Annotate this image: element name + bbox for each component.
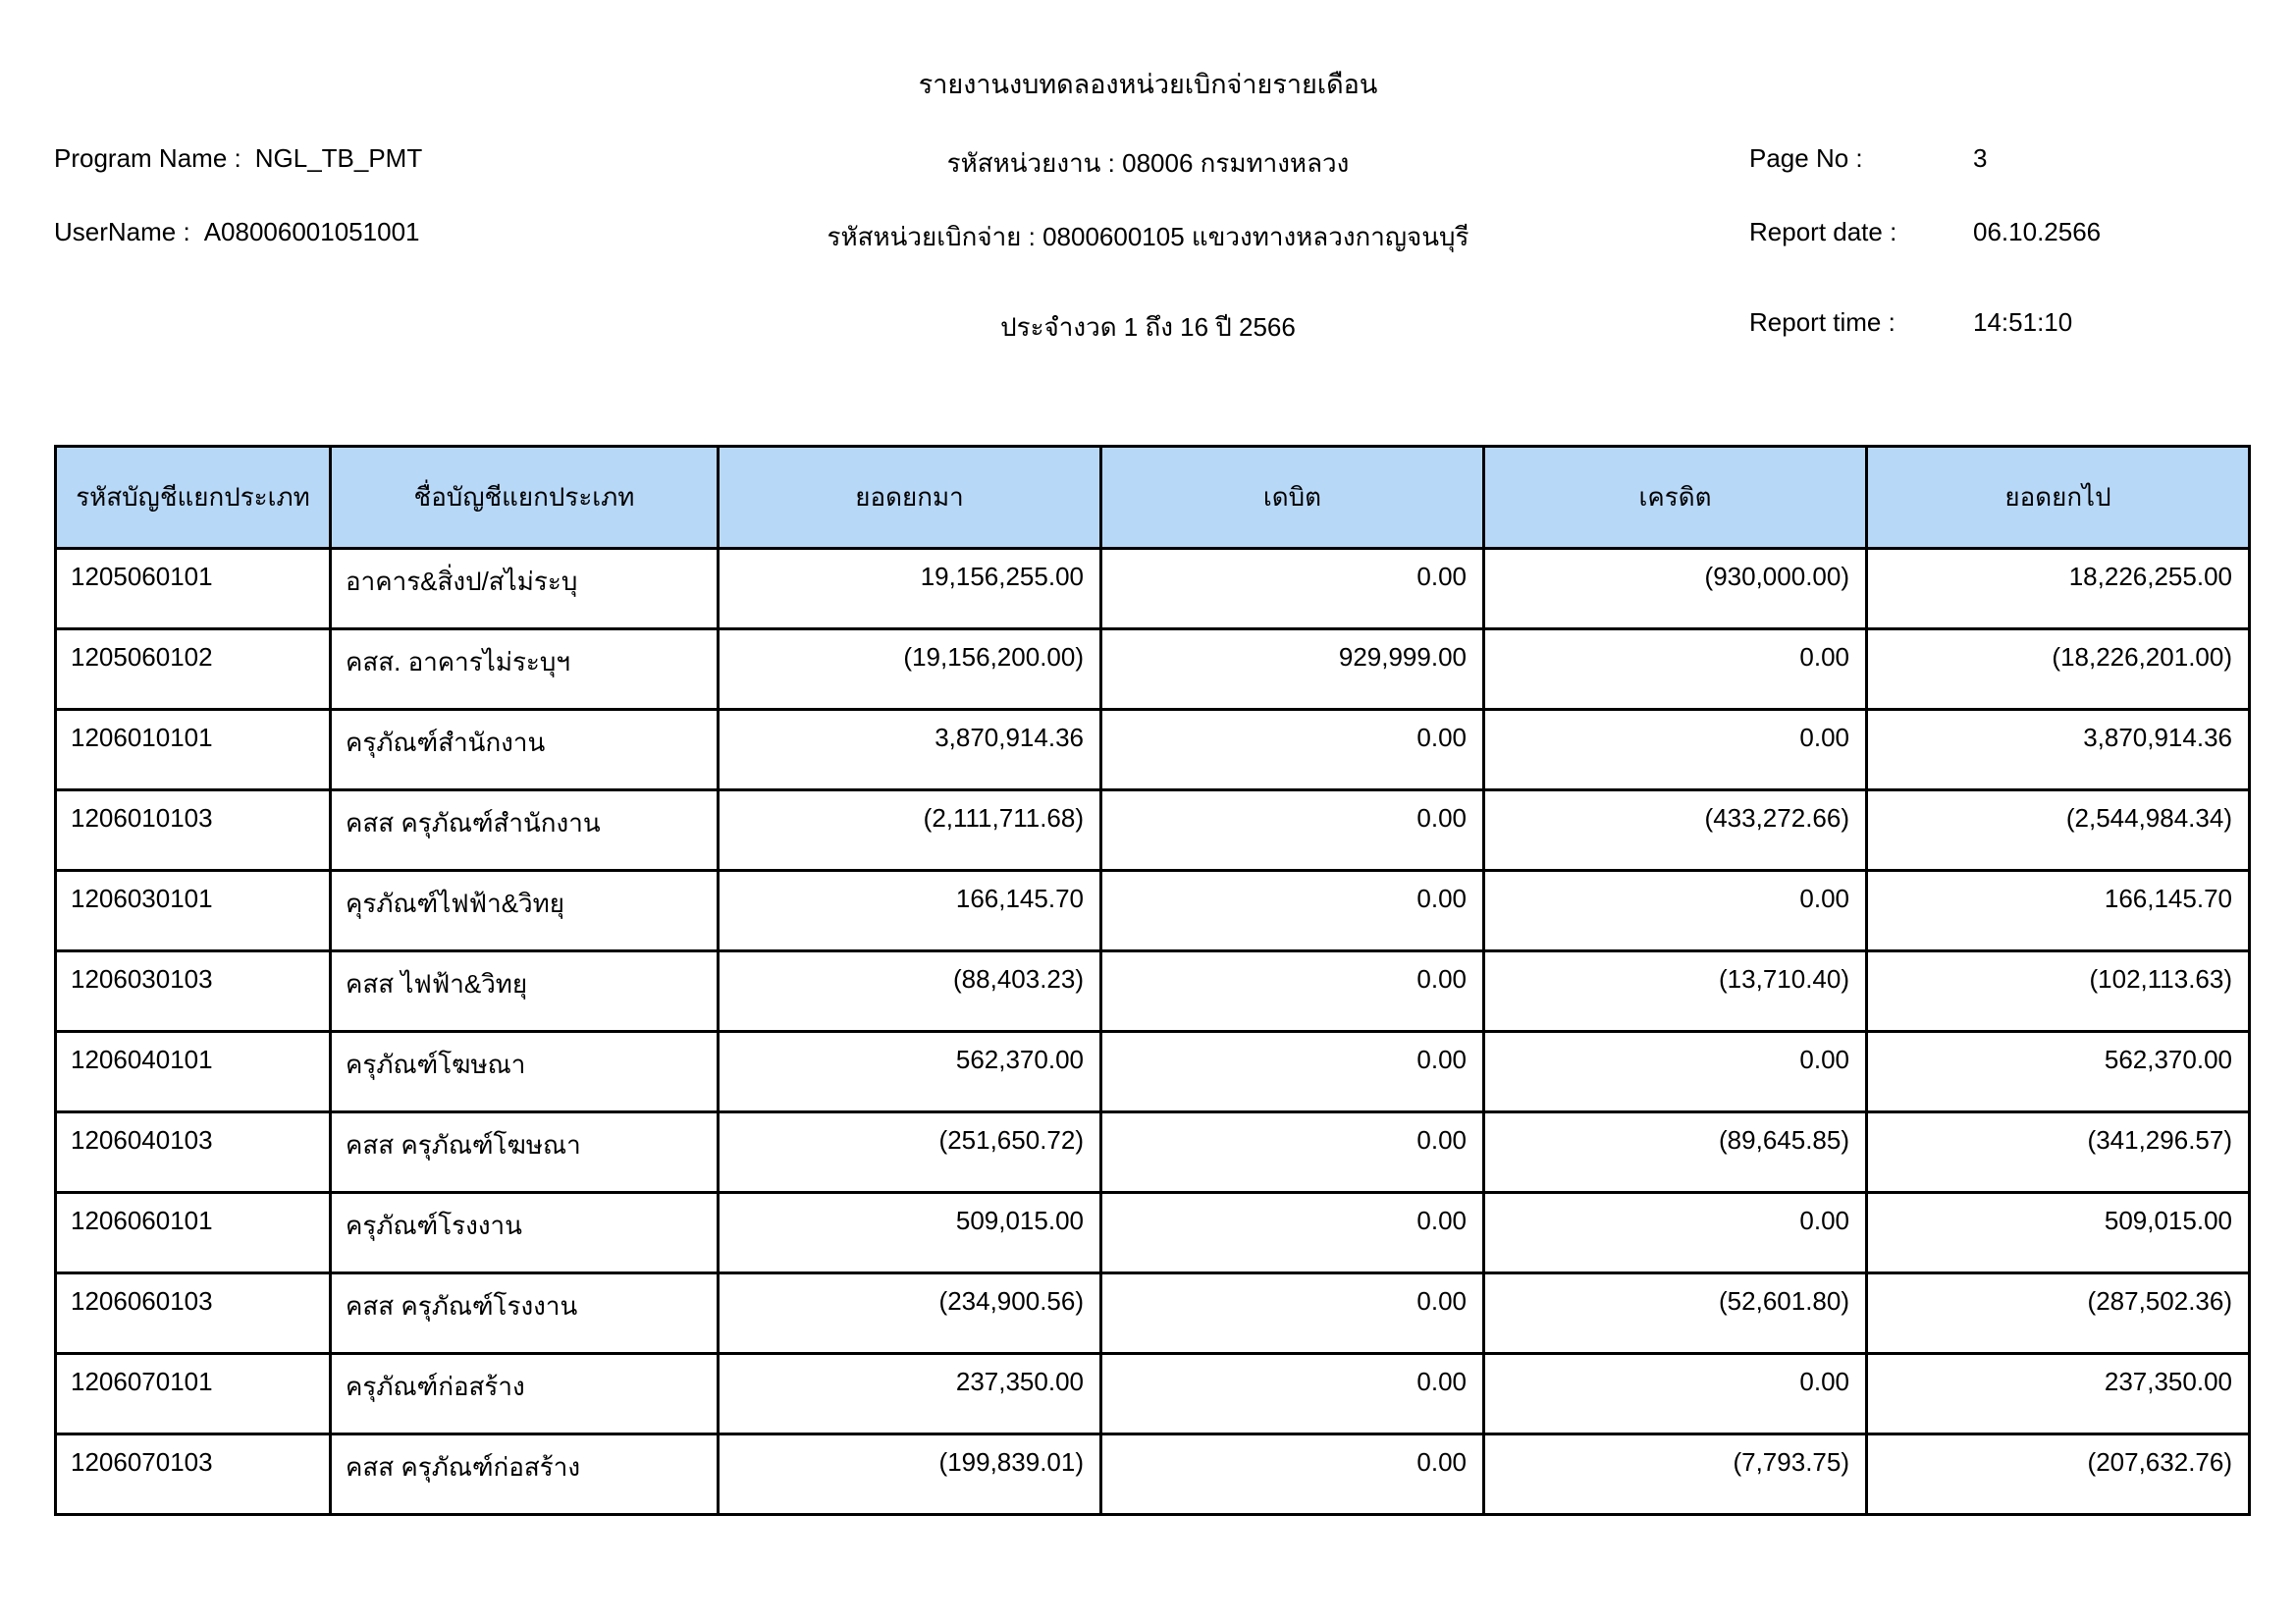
cell-credit: 0.00 [1484,871,1867,951]
cell-balance-brought-forward: 237,350.00 [719,1354,1101,1434]
cell-debit: 0.00 [1101,1032,1484,1112]
cell-balance-brought-forward: (199,839.01) [719,1434,1101,1515]
cell-balance-carried-forward: 509,015.00 [1867,1193,2250,1273]
cell-balance-carried-forward: (207,632.76) [1867,1434,2250,1515]
cell-credit: 0.00 [1484,1354,1867,1434]
trial-balance-table [54,445,2251,1516]
cell-balance-carried-forward: (18,226,201.00) [1867,629,2250,710]
page-no-label: Page No : [1749,143,1863,173]
cell-account-code: 1206070103 [56,1434,331,1515]
column-header-balance-brought-forward: ยอดยกมา [719,447,1101,549]
cell-balance-carried-forward: (287,502.36) [1867,1273,2250,1354]
cell-debit: 0.00 [1101,1112,1484,1193]
cell-credit: (433,272.66) [1484,790,1867,871]
disbursement-unit-line: รหัสหน่วยเบิกจ่าย : 0800600105 แขวงทางหลวงกาญจนบุรี [827,222,1469,251]
cell-credit: 0.00 [1484,629,1867,710]
program-name-label: Program Name : [54,143,241,173]
report-time-value: 14:51:10 [1973,307,2073,337]
page-no-line [1749,143,1987,174]
table-row [56,951,2250,1032]
cell-balance-brought-forward: 509,015.00 [719,1193,1101,1273]
cell-account-name: คสส ครุภัณฑ์โรงงาน [331,1273,719,1354]
cell-account-code: 1206060101 [56,1193,331,1273]
cell-account-name: คสส. อาคารไม่ระบุฯ [331,629,719,710]
column-header-account-code: รหัสบัญชีแยกประเภท [56,447,331,549]
cell-debit: 0.00 [1101,790,1484,871]
cell-credit: 0.00 [1484,710,1867,790]
cell-credit: 0.00 [1484,1032,1867,1112]
cell-balance-brought-forward: (234,900.56) [719,1273,1101,1354]
table-row [56,1112,2250,1193]
cell-debit: 0.00 [1101,1354,1484,1434]
cell-balance-carried-forward: 237,350.00 [1867,1354,2250,1434]
cell-account-name: คสส ไฟฟ้า&วิทยุ [331,951,719,1032]
cell-account-code: 1206030101 [56,871,331,951]
cell-account-name: คุรภัณฑ์ไฟฟ้า&วิทยุ [331,871,719,951]
cell-balance-carried-forward: (341,296.57) [1867,1112,2250,1193]
agency-line: รหัสหน่วยงาน : 08006 กรมทางหลวง [946,148,1350,178]
cell-balance-carried-forward: (2,544,984.34) [1867,790,2250,871]
cell-account-name: ครุภัณฑ์ก่อสร้าง [331,1354,719,1434]
cell-account-name: คสส ครุภัณฑ์โฆษณา [331,1112,719,1193]
cell-balance-brought-forward: (251,650.72) [719,1112,1101,1193]
cell-debit: 0.00 [1101,871,1484,951]
report-date-value: 06.10.2566 [1973,217,2102,246]
cell-account-code: 1206040101 [56,1032,331,1112]
table-row [56,549,2250,629]
table-row [56,1273,2250,1354]
cell-account-code: 1206060103 [56,1273,331,1354]
cell-balance-brought-forward: 19,156,255.00 [719,549,1101,629]
column-header-balance-carried-forward: ยอดยกไป [1867,447,2250,549]
cell-balance-brought-forward: (2,111,711.68) [719,790,1101,871]
cell-credit: (13,710.40) [1484,951,1867,1032]
report-date-label: Report date : [1749,217,1897,246]
column-header-account-name: ชื่อบัญชีแยกประเภท [331,447,719,549]
cell-debit: 0.00 [1101,549,1484,629]
cell-account-name: คสส ครุภัณฑ์ก่อสร้าง [331,1434,719,1515]
column-header-credit: เครดิต [1484,447,1867,549]
cell-credit: 0.00 [1484,1193,1867,1273]
table-row [56,790,2250,871]
cell-account-code: 1206010103 [56,790,331,871]
report-time-label: Report time : [1749,307,1896,337]
table-row [56,1354,2250,1434]
column-header-debit: เดบิต [1101,447,1484,549]
table-row [56,710,2250,790]
table-row [56,1434,2250,1515]
cell-account-name: ครุภัณฑ์สำนักงาน [331,710,719,790]
program-name-value: NGL_TB_PMT [254,143,423,173]
cell-debit: 0.00 [1101,1434,1484,1515]
table-body [56,549,2250,1515]
cell-credit: (7,793.75) [1484,1434,1867,1515]
cell-debit: 929,999.00 [1101,629,1484,710]
cell-balance-brought-forward: 166,145.70 [719,871,1101,951]
cell-balance-carried-forward: 166,145.70 [1867,871,2250,951]
cell-credit: (930,000.00) [1484,549,1867,629]
table-row [56,1193,2250,1273]
cell-credit: (89,645.85) [1484,1112,1867,1193]
cell-account-code: 1205060102 [56,629,331,710]
table-header-row [56,447,2250,549]
cell-balance-brought-forward: (88,403.23) [719,951,1101,1032]
cell-balance-brought-forward: (19,156,200.00) [719,629,1101,710]
cell-account-code: 1206070101 [56,1354,331,1434]
cell-account-code: 1206040103 [56,1112,331,1193]
period-line: ประจำงวด 1 ถึง 16 ปี 2566 [1000,312,1296,342]
username-label: UserName : [54,217,190,246]
cell-credit: (52,601.80) [1484,1273,1867,1354]
cell-account-name: อาคาร&สิ่งป/สไม่ระบุ [331,549,719,629]
report-date-line [1749,217,2101,247]
cell-balance-brought-forward: 3,870,914.36 [719,710,1101,790]
username-value: A08006001051001 [203,217,420,246]
report-time-line [1749,307,2072,338]
cell-account-name: ครุภัณฑ์โฆษณา [331,1032,719,1112]
cell-balance-brought-forward: 562,370.00 [719,1032,1101,1112]
table-row [56,871,2250,951]
cell-balance-carried-forward: 562,370.00 [1867,1032,2250,1112]
cell-balance-carried-forward: (102,113.63) [1867,951,2250,1032]
cell-account-code: 1205060101 [56,549,331,629]
cell-balance-carried-forward: 3,870,914.36 [1867,710,2250,790]
table-row [56,1032,2250,1112]
page-title: รายงานงบทดลองหน่วยเบิกจ่ายรายเดือน [918,70,1378,99]
page-no-value: 3 [1973,143,1988,173]
table-row [56,629,2250,710]
cell-debit: 0.00 [1101,710,1484,790]
cell-account-name: คสส ครุภัณฑ์สำนักงาน [331,790,719,871]
cell-account-code: 1206030103 [56,951,331,1032]
cell-debit: 0.00 [1101,951,1484,1032]
cell-debit: 0.00 [1101,1273,1484,1354]
cell-debit: 0.00 [1101,1193,1484,1273]
cell-account-code: 1206010101 [56,710,331,790]
cell-account-name: ครุภัณฑ์โรงงาน [331,1193,719,1273]
cell-balance-carried-forward: 18,226,255.00 [1867,549,2250,629]
